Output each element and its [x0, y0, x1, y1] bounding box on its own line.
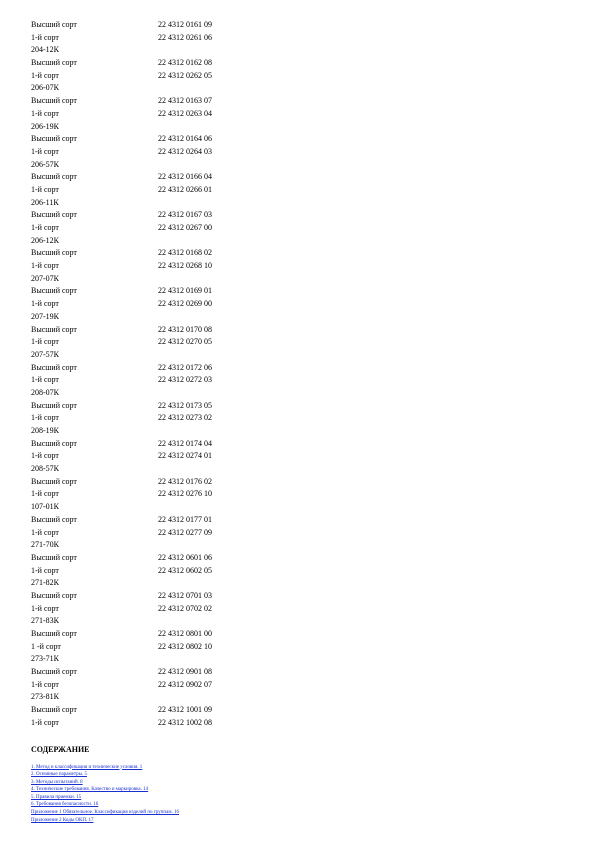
grade-label: Высший сорт — [31, 248, 77, 258]
okp-code: 22 4312 0277 09 — [158, 527, 212, 537]
grade-label: Высший сорт — [31, 134, 77, 144]
okp-code: 22 4312 0164 06 — [158, 134, 212, 144]
okp-code: 22 4312 0168 02 — [158, 248, 212, 258]
toc-title: СОДЕРЖАНИЕ — [31, 744, 90, 754]
toc-link[interactable]: Приложение 1 Обязательное. Классификация изделий по группам. 16 — [31, 810, 179, 816]
product-row — [31, 527, 571, 540]
group-code-label: 206-07К — [31, 83, 59, 93]
product-row — [31, 298, 571, 311]
grade-label: Высший сорт — [31, 324, 77, 334]
grade-label: 1-й сорт — [31, 146, 59, 156]
grade-label: 1-й сорт — [31, 527, 59, 537]
okp-code: 22 4312 0172 06 — [158, 362, 212, 372]
okp-code: 22 4312 0267 00 — [158, 223, 212, 232]
okp-code: 22 4312 0801 00 — [158, 629, 212, 638]
product-group-heading — [31, 463, 571, 476]
product-group-heading — [31, 82, 571, 95]
okp-code: 22 4312 0166 04 — [158, 172, 212, 182]
product-group-heading — [31, 44, 571, 57]
grade-label: Высший сорт — [31, 667, 77, 677]
grade-label: Высший сорт — [31, 362, 77, 372]
okp-code: 22 4312 0268 10 — [158, 261, 212, 271]
product-group-heading — [31, 159, 571, 172]
product-row — [31, 717, 571, 730]
okp-code: 22 4312 0261 06 — [158, 32, 212, 42]
group-code-label: 207-57К — [31, 349, 59, 359]
product-row — [31, 628, 571, 641]
okp-code: 22 4312 0901 08 — [158, 667, 212, 677]
product-row — [31, 133, 571, 146]
product-code-list — [31, 19, 571, 730]
group-code-label: 204-12К — [31, 45, 59, 55]
okp-code: 22 4312 0602 05 — [158, 565, 212, 575]
product-row — [31, 184, 571, 197]
group-code-label: 206-19К — [31, 121, 59, 131]
okp-code: 22 4312 0272 03 — [158, 375, 212, 385]
toc-link[interactable]: Приложение 2 Коды ОКП. 17 — [31, 817, 94, 823]
product-row — [31, 603, 571, 616]
grade-label: 1-й сорт — [31, 299, 59, 309]
product-row — [31, 374, 571, 387]
okp-code: 22 4312 0264 03 — [158, 146, 212, 156]
okp-code: 22 4312 0902 07 — [158, 679, 212, 689]
group-code-label: 273-71К — [31, 654, 59, 664]
product-group-heading — [31, 615, 571, 628]
product-row — [31, 565, 571, 578]
product-group-heading — [31, 387, 571, 400]
group-code-label: 206-11К — [31, 197, 59, 207]
toc-link[interactable]: 6. Требования безопасности. 16 — [31, 802, 99, 808]
grade-label: 1-й сорт — [31, 413, 59, 423]
grade-label: 1-й сорт — [31, 70, 59, 80]
group-code-label: 208-57К — [31, 464, 59, 474]
okp-code: 22 4312 1001 09 — [158, 705, 212, 715]
okp-code: 22 4312 0601 06 — [158, 552, 212, 562]
product-group-heading — [31, 577, 571, 590]
product-group-heading — [31, 349, 571, 362]
grade-label: Высший сорт — [31, 96, 77, 106]
product-row — [31, 146, 571, 159]
document-page — [31, 19, 571, 824]
grade-label: 1-й сорт — [31, 375, 59, 385]
product-group-heading — [31, 653, 571, 666]
grade-label: Высший сорт — [31, 476, 77, 486]
product-row — [31, 336, 571, 349]
product-group-heading — [31, 311, 571, 324]
product-group-heading — [31, 539, 571, 552]
product-row — [31, 552, 571, 565]
okp-code: 22 4312 1002 08 — [158, 717, 212, 727]
grade-label: 1-й сорт — [31, 451, 59, 461]
product-row — [31, 704, 571, 717]
grade-label: 1 -й сорт — [31, 641, 61, 651]
group-code-label: 206-12К — [31, 235, 59, 245]
grade-label: 1-й сорт — [31, 679, 59, 689]
okp-code: 22 4312 0162 08 — [158, 58, 212, 68]
okp-code: 22 4312 0161 09 — [158, 20, 212, 29]
toc-link[interactable]: 3. Методы испытаний. 8 — [31, 779, 83, 785]
product-row — [31, 324, 571, 337]
grade-label: 1-й сорт — [31, 108, 59, 118]
product-group-heading — [31, 501, 571, 514]
product-row — [31, 247, 571, 260]
okp-code: 22 4312 0174 04 — [158, 438, 212, 448]
product-row — [31, 108, 571, 121]
group-code-label: 271-83К — [31, 616, 59, 626]
product-row — [31, 57, 571, 70]
okp-code: 22 4312 0169 01 — [158, 286, 212, 296]
grade-label: 1-й сорт — [31, 565, 59, 575]
okp-code: 22 4312 0269 00 — [158, 299, 212, 309]
okp-code: 22 4312 0701 03 — [158, 590, 212, 600]
group-code-label: 206-57К — [31, 159, 59, 169]
product-row — [31, 412, 571, 425]
okp-code: 22 4312 0274 01 — [158, 451, 212, 461]
grade-label: 1-й сорт — [31, 603, 59, 613]
grade-label: 1-й сорт — [31, 32, 59, 42]
okp-code: 22 4312 0702 02 — [158, 603, 212, 613]
grade-label: 1-й сорт — [31, 261, 59, 271]
product-row — [31, 171, 571, 184]
toc-link[interactable]: 5. Правила приемки. 15 — [31, 794, 82, 800]
product-row — [31, 590, 571, 603]
grade-label: 1-й сорт — [31, 717, 59, 727]
product-row — [31, 400, 571, 413]
okp-code: 22 4312 0262 05 — [158, 70, 212, 80]
okp-code: 22 4312 0163 07 — [158, 96, 212, 106]
product-group-heading — [31, 425, 571, 438]
product-row — [31, 209, 571, 222]
product-row — [31, 666, 571, 679]
grade-label: Высший сорт — [31, 590, 77, 600]
product-row — [31, 285, 571, 298]
grade-label: 1-й сорт — [31, 223, 59, 232]
product-row — [31, 679, 571, 692]
product-row — [31, 488, 571, 501]
grade-label: 1-й сорт — [31, 337, 59, 347]
okp-code: 22 4312 0270 05 — [158, 337, 212, 347]
product-row — [31, 19, 571, 32]
product-group-heading — [31, 235, 571, 248]
grade-label: Высший сорт — [31, 629, 77, 638]
grade-label: Высший сорт — [31, 552, 77, 562]
product-group-heading — [31, 691, 571, 704]
grade-label: Высший сорт — [31, 514, 77, 524]
grade-label: Высший сорт — [31, 172, 77, 182]
grade-label: 1-й сорт — [31, 184, 59, 194]
product-group-heading — [31, 121, 571, 134]
product-row — [31, 32, 571, 45]
okp-code: 22 4312 0266 01 — [158, 184, 212, 194]
okp-code: 22 4312 0263 04 — [158, 108, 212, 118]
grade-label: Высший сорт — [31, 438, 77, 448]
toc-link[interactable]: 2. Основные параметры. 5 — [31, 772, 87, 778]
grade-label: Высший сорт — [31, 210, 77, 220]
okp-code: 22 4312 0273 02 — [158, 413, 212, 423]
grade-label: Высший сорт — [31, 400, 77, 410]
grade-label: Высший сорт — [31, 705, 77, 715]
group-code-label: 271-70К — [31, 540, 59, 550]
grade-label: Высший сорт — [31, 20, 77, 29]
product-row — [31, 450, 571, 463]
product-row — [31, 514, 571, 527]
group-code-label: 273-81К — [31, 692, 59, 702]
group-code-label: 208-19К — [31, 426, 59, 435]
product-row — [31, 641, 571, 654]
product-row — [31, 70, 571, 83]
okp-code: 22 4312 0276 10 — [158, 489, 212, 499]
toc-link[interactable]: 4. Технические требования. Качество и маркировка. 14 — [31, 787, 149, 793]
okp-code: 22 4312 0173 05 — [158, 400, 212, 410]
table-of-contents — [31, 764, 571, 825]
grade-label: Высший сорт — [31, 286, 77, 296]
product-row — [31, 222, 571, 235]
product-row — [31, 476, 571, 489]
okp-code: 22 4312 0177 01 — [158, 514, 212, 524]
group-code-label: 207-07К — [31, 273, 59, 283]
product-row — [31, 260, 571, 273]
product-row — [31, 362, 571, 375]
product-row — [31, 95, 571, 108]
product-group-heading — [31, 273, 571, 286]
grade-label: 1-й сорт — [31, 489, 59, 499]
toc-link[interactable]: 1. Метод и классификация и технические условия. 1 — [31, 764, 143, 770]
group-code-label: 207-19К — [31, 311, 59, 321]
group-code-label: 107-01К — [31, 502, 59, 512]
okp-code: 22 4312 0176 02 — [158, 476, 212, 486]
grade-label: Высший сорт — [31, 58, 77, 68]
group-code-label: 208-07К — [31, 387, 59, 397]
product-group-heading — [31, 197, 571, 210]
okp-code: 22 4312 0167 03 — [158, 210, 212, 220]
okp-code: 22 4312 0170 08 — [158, 324, 212, 334]
okp-code: 22 4312 0802 10 — [158, 641, 212, 651]
group-code-label: 271-82К — [31, 578, 59, 588]
product-row — [31, 438, 571, 451]
